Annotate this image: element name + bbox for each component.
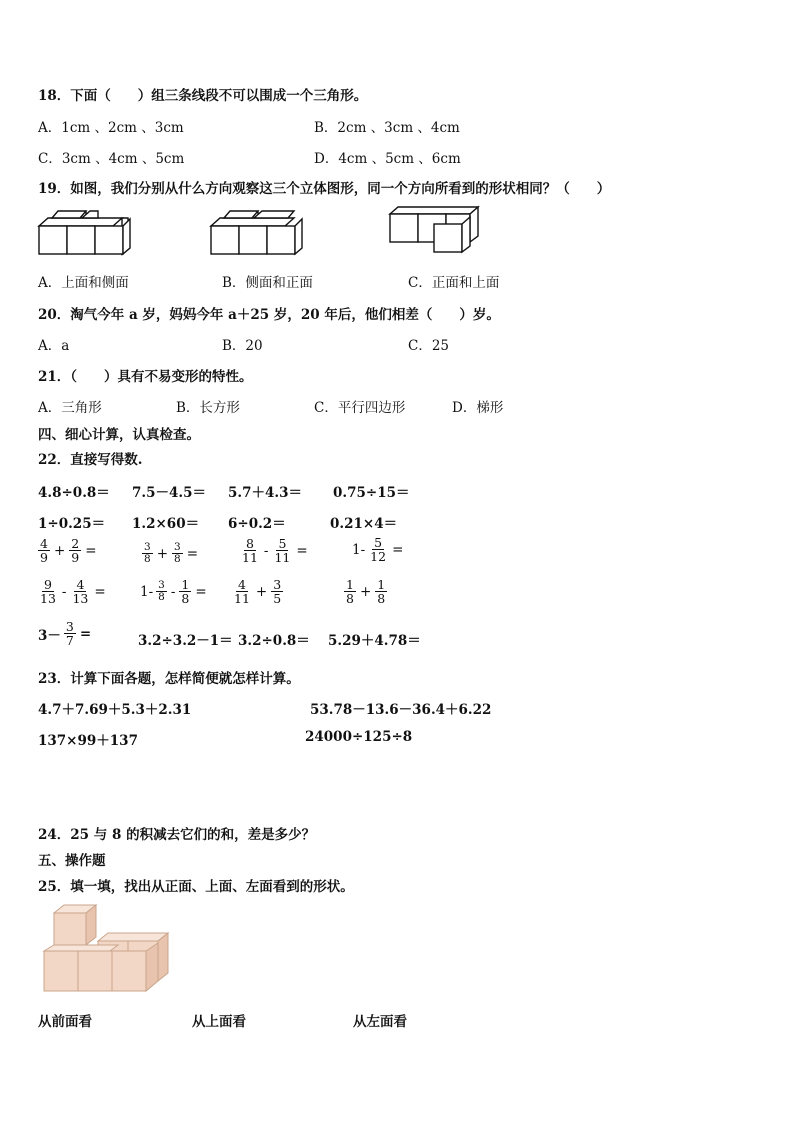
- q20-stem: 20．淘气今年 a 岁，妈妈今年 a＋25 岁，20 年后，他们相差（ ）岁。: [38, 307, 500, 323]
- q18-option-b[interactable]: B．2cm 、3cm 、4cm: [314, 120, 460, 136]
- q19-option-c[interactable]: C．正面和上面: [408, 275, 500, 291]
- q23-item: 53.78－13.6－36.4＋6.22: [310, 702, 492, 718]
- q22-item: 5.29＋4.78＝: [328, 633, 421, 649]
- q23-item: 4.7＋7.69＋5.3＋2.31: [38, 702, 192, 718]
- q22-fraction-item: $\frac{1}{8}$ + $\frac{1}{8}$: [346, 577, 386, 607]
- q19-option-a[interactable]: A．上面和侧面: [38, 275, 129, 291]
- q22-fraction-item: $\frac{4}{11}$ + $\frac{3}{5}$: [234, 577, 282, 607]
- q25-label-top: 从上面看: [192, 1014, 246, 1030]
- q22-item: 0.75÷15＝: [333, 485, 410, 501]
- q20-option-c[interactable]: C．25: [408, 338, 450, 354]
- q18-stem: 18．下面（ ）组三条线段不可以围成一个三角形。: [38, 88, 368, 104]
- q19-figure-2: [210, 208, 304, 258]
- q22-item: 5.7＋4.3＝: [228, 485, 302, 501]
- q20-option-b[interactable]: B．20: [222, 338, 263, 354]
- q22-item: 4.8÷0.8＝: [38, 485, 110, 501]
- q25-cube-figure: [42, 903, 170, 993]
- q22-fraction-item: 1- $\frac{5}{12}$ =: [352, 535, 404, 565]
- section-5-heading: 五、操作题: [38, 853, 106, 869]
- q21-option-c[interactable]: C．平行四边形: [314, 400, 406, 416]
- q21-option-b[interactable]: B．长方形: [176, 400, 240, 416]
- q24-stem: 24．25 与 8 的积减去它们的和，差是多少？: [38, 827, 316, 843]
- q25-stem: 25．填一填，找出从正面、上面、左面看到的形状。: [38, 879, 354, 895]
- q22-item: 0.21×4＝: [330, 516, 398, 532]
- q20-option-a[interactable]: A．a: [38, 338, 70, 354]
- q22-fraction-item: $\frac{8}{11}$ - $\frac{5}{11}$ =: [242, 536, 308, 566]
- q22-fraction-item: $\frac{3}{8}$ + $\frac{3}{8}$ =: [144, 541, 198, 566]
- q22-fraction-item: 3－ $\frac{3}{7}$ =: [38, 619, 92, 649]
- q19-stem: 19．如图，我们分别从什么方向观察这三个立体图形，同一个方向所看到的形状相同？（ ）: [38, 181, 611, 197]
- q22-item: 7.5－4.5＝: [132, 485, 206, 501]
- q25-label-left: 从左面看: [353, 1014, 407, 1030]
- q22-fraction-item: $\frac{4}{9}$ + $\frac{2}{9}$ =: [40, 536, 97, 566]
- q23-stem: 23．计算下面各题，怎样简便就怎样计算。: [38, 671, 300, 687]
- section-4-heading: 四、细心计算，认真检查。: [38, 427, 200, 443]
- q23-item: 137×99＋137: [38, 733, 138, 749]
- q22-item: 1.2×60＝: [132, 516, 200, 532]
- q23-item: 24000÷125÷8: [305, 729, 413, 745]
- q25-label-front: 从前面看: [38, 1014, 92, 1030]
- q21-stem: 21．（ ）具有不易变形的特性。: [38, 369, 253, 385]
- q22-item: 6÷0.2＝: [228, 516, 286, 532]
- q22-item: 1÷0.25＝: [38, 516, 106, 532]
- q18-option-c[interactable]: C．3cm 、4cm 、5cm: [38, 151, 185, 167]
- q19-option-b[interactable]: B．侧面和正面: [222, 275, 313, 291]
- q22-item: 3.2÷3.2－1＝: [138, 633, 233, 649]
- q18-option-a[interactable]: A．1cm 、2cm 、3cm: [38, 120, 184, 136]
- q21-option-a[interactable]: A．三角形: [38, 400, 102, 416]
- q21-option-d[interactable]: D．梯形: [452, 400, 504, 416]
- q18-option-d[interactable]: D．4cm 、5cm 、6cm: [314, 151, 461, 167]
- q22-stem: 22．直接写得数.: [38, 452, 143, 468]
- q22-fraction-item: 1- $\frac{3}{8}$ - $\frac{1}{8}$ =: [140, 577, 207, 607]
- q22-fraction-item: $\frac{9}{13}$ - $\frac{4}{13}$ =: [40, 577, 106, 607]
- q19-figure-1: [38, 208, 132, 258]
- q19-figure-3: [388, 204, 482, 254]
- q22-item: 3.2÷0.8＝: [238, 633, 310, 649]
